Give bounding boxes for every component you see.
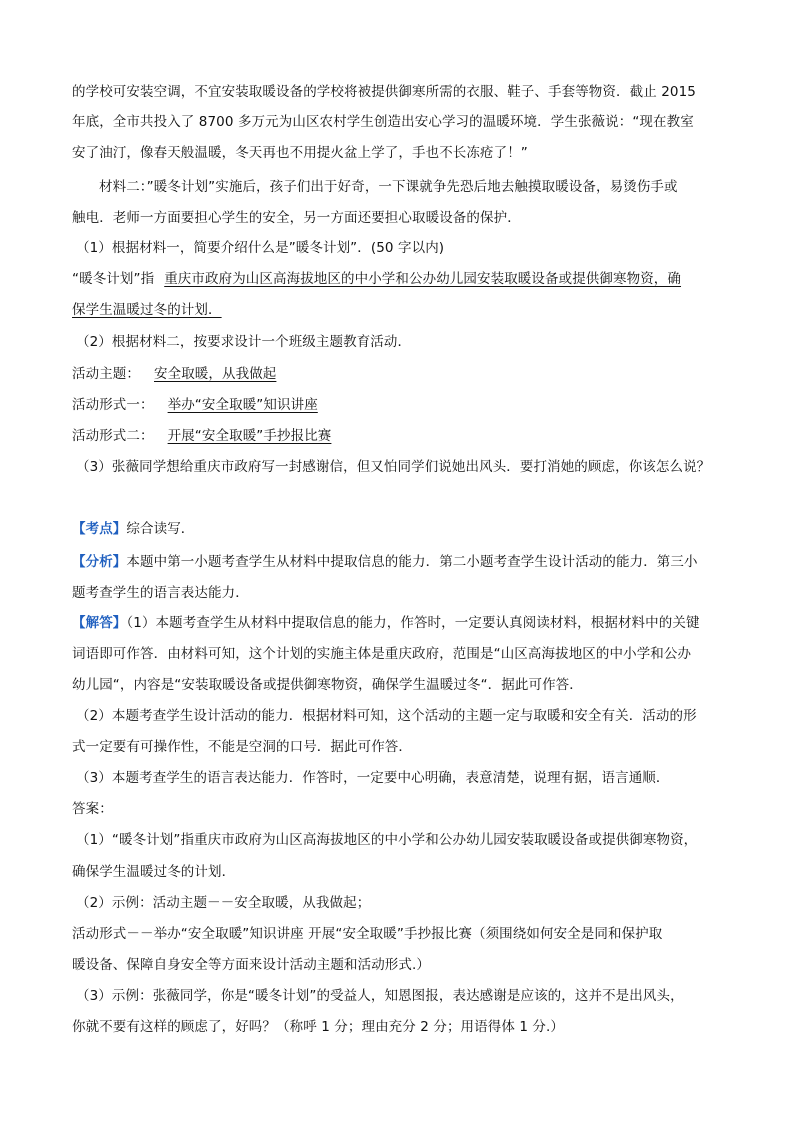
jieda-text: （1）本题考查学生从材料中提取信息的能力，作答时，一定要认真阅读材料，根据材料中的关键 <box>126 615 700 631</box>
question-1-answer-line <box>72 269 681 289</box>
answer-1-line: （1）“暖冬计划”指重庆市政府为山区高海拔地区的中小学和公办幼儿园安装取暖设备或提供御寒物资， <box>76 832 698 848</box>
fenxi-tag: 【分析】 <box>72 554 127 570</box>
material1-line: 年底，全市共投入了 8700 多万元为山区农村学生创造出安心学习的温暖环境．学生张薇说：“现在教室 <box>72 114 694 130</box>
answer-1-line: 确保学生温暖过冬的计划． <box>72 864 236 880</box>
answer-2-line: 活动形式－－举办“安全取暖”知识讲座 开展“安全取暖”手抄报比赛（须围绕如何安全是同和保护取 <box>72 926 663 942</box>
jieda-tag: 【解答】 <box>72 615 127 631</box>
material1-line: 的学校可安装空调，不宜安装取暖设备的学校将被提供御寒所需的衣服、鞋子、手套等物资．截止 2015 <box>72 84 696 100</box>
answer-underlined: 重庆市政府为山区高海拔地区的中小学和公办幼儿园安装取暖设备或提供御寒物资，确 <box>164 271 682 287</box>
material2-line: 触电．老师一方面要担心学生的安全，另一方面还要担心取暖设备的保护． <box>72 210 521 226</box>
activity-theme-value: 安全取暖，从我做起 <box>154 366 277 382</box>
question-1-prompt: （1）根据材料一，简要介绍什么是”暖冬计划”．(50 字以内) <box>76 240 445 256</box>
question-3-prompt: （3）张薇同学想给重庆市政府写一封感谢信，但又怕同学们说她出风头．要打消她的顾虑，你该怎么说？ <box>76 459 711 475</box>
kaodian-text: 综合读写． <box>126 521 195 537</box>
answer-prefix: “暖冬计划”指 <box>72 271 155 287</box>
answer-2-line: （2）示例：活动主题－－安全取暖，从我做起； <box>76 895 371 911</box>
jieda-line: 式一定要有可操作性，不能是空洞的口号．据此可作答． <box>72 739 412 755</box>
jieda-line: （2）本题考查学生设计活动的能力．根据材料可知，这个活动的主题一定与取暖和安全有关．活动的形 <box>76 708 697 724</box>
answer-2-line: 暖设备、保障自身安全等方面来设计活动主题和活动形式.） <box>72 957 430 973</box>
answer-3-line: （3）示例：张薇同学，你是“暖冬计划”的受益人，知恩图报，表达感谢是应该的，这并不是出风头， <box>76 988 684 1004</box>
jieda-line: 词语即可作答．由材料可知，这个计划的实施主体是重庆政府，范围是“山区高海拔地区的中小学和公办 <box>72 646 692 662</box>
activity-form-2-label: 活动形式二： <box>72 428 154 444</box>
activity-form-2 <box>72 426 345 446</box>
jieda-line: （3）本题考查学生的语言表达能力．作答时，一定要中心明确，表意清楚，说理有据，语言通顺． <box>76 770 670 786</box>
kaodian-tag: 【考点】 <box>72 521 127 537</box>
answer-underlined: 保学生温暖过冬的计划． <box>72 302 222 318</box>
material2-line: 材料二：”暖冬计划”实施后，孩子们出于好奇，一下课就争先恐后地去触摸取暖设备，易烫伤手或 <box>99 179 678 195</box>
answer-3-line: 你就不要有这样的顾虑了，好吗？（称呼 1 分；理由充分 2 分；用语得体 1 分.） <box>72 1019 565 1035</box>
jieda-section <box>72 613 700 633</box>
material1-line: 安了油汀，像春天般温暖，冬天再也不用提火盆上学了，手也不长冻疮了！” <box>72 145 528 161</box>
fenxi-text: 本题中第一小题考查学生从材料中提取信息的能力．第二小题考查学生设计活动的能力．第三小 <box>126 554 698 570</box>
question-2-prompt: （2）根据材料二，按要求设计一个班级主题教育活动． <box>76 334 412 350</box>
kaodian-section <box>72 519 194 539</box>
fenxi-line: 题考查学生的语言表达能力． <box>72 585 249 601</box>
activity-form-1 <box>72 395 332 415</box>
answer-label: 答案： <box>72 801 113 817</box>
activity-form-1-label: 活动形式一： <box>72 397 154 413</box>
fenxi-section <box>72 552 698 572</box>
activity-theme <box>72 364 290 384</box>
activity-form-1-value: 举办“安全取暖”知识讲座 <box>167 397 318 413</box>
activity-theme-label: 活动主题： <box>72 366 140 382</box>
question-1-answer-line <box>72 300 250 320</box>
jieda-line: 幼儿园“，内容是“安装取暖设备或提供御寒物资，确保学生温暖过冬“．据此可作答． <box>72 677 583 693</box>
activity-form-2-value: 开展“安全取暖”手抄报比赛 <box>167 428 332 444</box>
